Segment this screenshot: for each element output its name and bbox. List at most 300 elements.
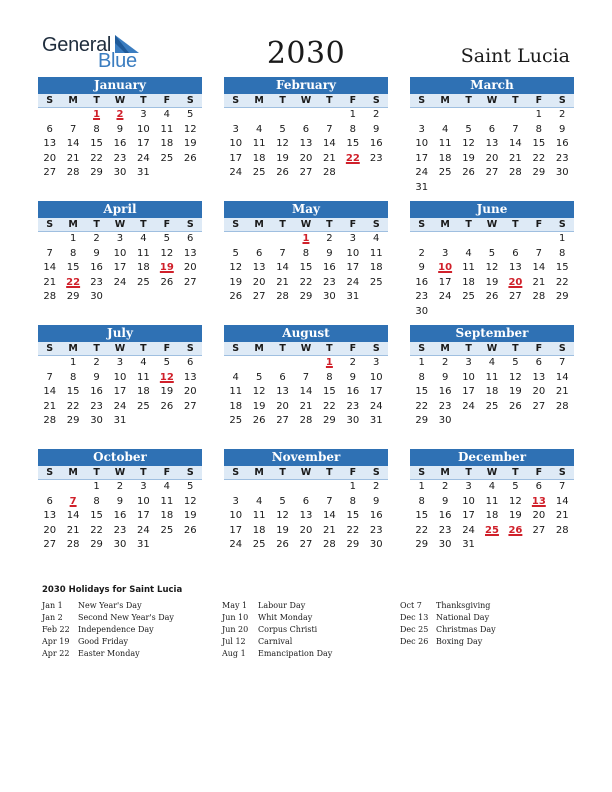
day-cell: 3 bbox=[465, 481, 472, 492]
day-cell: 12 bbox=[276, 138, 289, 149]
day-cell: 24 bbox=[229, 167, 243, 178]
day-cell: 9 bbox=[441, 371, 449, 383]
weekday-label: F bbox=[535, 467, 543, 478]
day-cell: 9 bbox=[373, 495, 380, 507]
holiday-name: Labour Day bbox=[258, 601, 306, 610]
day-cell: 28 bbox=[299, 415, 313, 426]
day-cell: 31 bbox=[113, 415, 127, 426]
day-cell: 26 bbox=[509, 400, 522, 412]
day-cell: 17 bbox=[415, 152, 429, 164]
day-cell: 31 bbox=[137, 167, 150, 178]
holiday-day: 22 bbox=[66, 276, 81, 288]
day-cell: 5 bbox=[163, 233, 170, 244]
day-cell: 23 bbox=[346, 400, 360, 412]
day-cell: 4 bbox=[140, 357, 147, 368]
empty-cell bbox=[504, 232, 527, 247]
weekday-label: S bbox=[558, 95, 566, 106]
day-cell: 9 bbox=[326, 247, 333, 259]
day-cell: 9 bbox=[93, 371, 100, 383]
day-cell: 7 bbox=[46, 371, 53, 383]
day-cell: 11 bbox=[369, 247, 383, 259]
weekday-label: T bbox=[279, 219, 286, 230]
day-cell: 30 bbox=[415, 305, 429, 317]
day-cell: 8 bbox=[535, 123, 542, 135]
day-cell: 14 bbox=[555, 495, 569, 507]
day-cell: 5 bbox=[187, 109, 194, 120]
empty-cell bbox=[271, 108, 294, 123]
day-cell: 19 bbox=[229, 276, 243, 288]
month-title: April bbox=[38, 201, 202, 218]
day-cell: 5 bbox=[187, 481, 194, 492]
month-title: June bbox=[410, 201, 574, 218]
day-cell: 10 bbox=[229, 510, 243, 521]
holiday-row bbox=[42, 648, 174, 660]
empty-cell bbox=[480, 232, 503, 247]
day-cell: 14 bbox=[532, 262, 546, 273]
day-cell: 21 bbox=[66, 524, 80, 536]
day-cell: 10 bbox=[462, 495, 475, 507]
empty-cell bbox=[294, 480, 317, 495]
day-cell: 31 bbox=[346, 291, 360, 302]
empty-cell bbox=[410, 232, 433, 247]
month-title: October bbox=[38, 449, 202, 466]
month-december bbox=[410, 449, 574, 553]
day-cell: 29 bbox=[66, 291, 80, 302]
holiday-row bbox=[222, 636, 332, 648]
day-cell: 8 bbox=[326, 371, 333, 383]
month-may bbox=[224, 201, 388, 305]
holiday-row bbox=[222, 648, 332, 660]
holiday-name: Good Friday bbox=[78, 637, 129, 646]
day-grid bbox=[410, 232, 574, 319]
weekday-header bbox=[224, 466, 388, 480]
weekday-label: F bbox=[163, 343, 171, 354]
empty-cell bbox=[38, 480, 61, 495]
weekday-label: S bbox=[186, 219, 194, 230]
day-cell: 15 bbox=[66, 386, 80, 397]
day-cell: 16 bbox=[346, 386, 360, 397]
weekday-label: F bbox=[349, 219, 357, 230]
day-cell: 19 bbox=[485, 276, 499, 288]
day-cell: 14 bbox=[43, 262, 57, 273]
weekday-label: M bbox=[254, 219, 264, 230]
day-cell: 1 bbox=[559, 233, 566, 244]
day-cell: 30 bbox=[438, 539, 452, 550]
day-cell: 24 bbox=[415, 167, 429, 178]
weekday-header bbox=[410, 94, 574, 108]
weekday-header bbox=[410, 342, 574, 356]
day-cell: 18 bbox=[485, 386, 499, 397]
day-cell: 16 bbox=[415, 276, 429, 288]
day-cell: 19 bbox=[183, 510, 197, 521]
day-cell: 25 bbox=[137, 400, 150, 412]
holiday-day: 13 bbox=[531, 495, 546, 507]
day-grid bbox=[38, 232, 202, 305]
day-cell: 13 bbox=[252, 262, 266, 273]
month-title: September bbox=[410, 325, 574, 342]
holiday-day: 19 bbox=[159, 262, 174, 273]
month-march bbox=[410, 77, 574, 195]
weekday-label: M bbox=[254, 467, 264, 478]
weekday-label: S bbox=[418, 467, 426, 478]
day-cell: 20 bbox=[252, 276, 266, 288]
empty-cell bbox=[318, 480, 341, 495]
weekday-label: W bbox=[300, 467, 312, 478]
day-cell: 14 bbox=[555, 371, 569, 383]
day-cell: 1 bbox=[418, 481, 425, 492]
logo-word-general: General bbox=[42, 34, 112, 56]
day-cell: 9 bbox=[93, 247, 100, 259]
holiday-column bbox=[222, 600, 332, 660]
day-cell: 14 bbox=[323, 138, 336, 149]
empty-cell bbox=[38, 356, 61, 371]
weekday-label: F bbox=[535, 219, 543, 230]
weekday-label: S bbox=[186, 467, 194, 478]
day-cell: 4 bbox=[163, 109, 170, 120]
holiday-date: Jul 12 bbox=[222, 637, 246, 646]
holiday-row bbox=[42, 624, 174, 636]
day-cell: 2 bbox=[93, 357, 100, 368]
holiday-name: Thanksgiving bbox=[436, 601, 491, 610]
day-cell: 26 bbox=[160, 276, 174, 288]
day-cell: 10 bbox=[137, 495, 150, 507]
holiday-date: Feb 22 bbox=[42, 625, 70, 634]
weekday-header bbox=[224, 218, 388, 232]
weekday-header bbox=[224, 94, 388, 108]
day-cell: 13 bbox=[183, 371, 197, 383]
day-cell: 12 bbox=[252, 386, 266, 397]
holiday-date: Dec 25 bbox=[400, 625, 429, 634]
empty-cell bbox=[504, 108, 527, 123]
empty-cell bbox=[247, 480, 270, 495]
day-cell: 4 bbox=[140, 233, 147, 244]
day-cell: 10 bbox=[415, 138, 429, 149]
weekday-label: S bbox=[46, 219, 54, 230]
empty-cell bbox=[61, 480, 84, 495]
month-title: December bbox=[410, 449, 574, 466]
holiday-date: Jan 1 bbox=[42, 601, 63, 610]
day-cell: 13 bbox=[276, 386, 289, 397]
day-cell: 28 bbox=[555, 524, 569, 536]
day-cell: 29 bbox=[299, 291, 313, 302]
weekday-label: F bbox=[349, 95, 357, 106]
day-cell: 3 bbox=[232, 123, 239, 135]
holiday-date: Dec 26 bbox=[400, 637, 429, 646]
day-cell: 21 bbox=[532, 276, 546, 288]
day-cell: 11 bbox=[137, 247, 150, 259]
day-cell: 15 bbox=[323, 386, 336, 397]
day-cell: 31 bbox=[462, 539, 475, 550]
day-cell: 13 bbox=[43, 510, 57, 521]
empty-cell bbox=[224, 108, 247, 123]
day-cell: 19 bbox=[183, 138, 197, 149]
day-cell: 29 bbox=[532, 167, 546, 178]
day-cell: 6 bbox=[488, 123, 496, 135]
holiday-column bbox=[42, 600, 174, 660]
day-cell: 2 bbox=[418, 247, 425, 259]
day-cell: 16 bbox=[369, 138, 383, 149]
day-cell: 29 bbox=[323, 415, 336, 426]
day-cell: 24 bbox=[229, 539, 243, 550]
day-cell: 5 bbox=[163, 357, 170, 368]
weekday-label: S bbox=[372, 343, 380, 354]
day-cell: 24 bbox=[438, 291, 452, 302]
month-july bbox=[38, 325, 202, 429]
day-cell: 13 bbox=[532, 371, 546, 383]
weekday-label: S bbox=[232, 467, 240, 478]
day-cell: 3 bbox=[418, 123, 425, 135]
day-cell: 17 bbox=[438, 276, 452, 288]
day-cell: 12 bbox=[509, 371, 522, 383]
day-cell: 28 bbox=[555, 400, 569, 412]
weekday-label: M bbox=[440, 219, 450, 230]
day-cell: 26 bbox=[252, 415, 266, 426]
day-cell: 8 bbox=[93, 495, 100, 507]
day-cell: 30 bbox=[323, 291, 336, 302]
holiday-date: Apr 19 bbox=[42, 637, 70, 646]
day-cell: 10 bbox=[113, 371, 127, 383]
weekday-label: T bbox=[326, 343, 333, 354]
day-cell: 24 bbox=[137, 524, 150, 536]
month-title: November bbox=[224, 449, 388, 466]
day-cell: 23 bbox=[438, 524, 452, 536]
day-cell: 20 bbox=[299, 152, 313, 164]
day-cell: 4 bbox=[373, 233, 380, 244]
day-cell: 29 bbox=[415, 539, 429, 550]
day-cell: 23 bbox=[323, 276, 336, 288]
day-cell: 21 bbox=[299, 400, 313, 412]
empty-cell bbox=[224, 480, 247, 495]
day-cell: 20 bbox=[43, 152, 57, 164]
weekday-label: M bbox=[440, 467, 450, 478]
day-cell: 17 bbox=[137, 510, 150, 521]
weekday-label: M bbox=[254, 343, 264, 354]
day-cell: 14 bbox=[43, 386, 57, 397]
holiday-row bbox=[42, 612, 174, 624]
day-cell: 10 bbox=[229, 138, 243, 149]
weekday-label: T bbox=[512, 343, 519, 354]
empty-cell bbox=[271, 356, 294, 371]
holiday-date: Jan 2 bbox=[42, 613, 63, 622]
day-cell: 12 bbox=[160, 247, 174, 259]
holiday-day: 25 bbox=[485, 524, 499, 536]
day-cell: 2 bbox=[349, 357, 356, 368]
day-cell: 24 bbox=[369, 400, 383, 412]
weekday-label: S bbox=[46, 343, 54, 354]
day-cell: 22 bbox=[555, 276, 569, 288]
weekday-label: T bbox=[326, 95, 333, 106]
day-cell: 16 bbox=[113, 138, 127, 149]
day-cell: 15 bbox=[90, 138, 103, 149]
weekday-label: S bbox=[46, 467, 54, 478]
day-cell: 2 bbox=[373, 481, 380, 492]
day-grid bbox=[38, 356, 202, 429]
day-cell: 3 bbox=[116, 233, 124, 244]
day-cell: 7 bbox=[46, 247, 53, 259]
day-cell: 16 bbox=[90, 386, 103, 397]
day-cell: 26 bbox=[183, 524, 197, 536]
weekday-label: T bbox=[512, 467, 519, 478]
holiday-day: 2 bbox=[116, 109, 124, 120]
day-cell: 5 bbox=[279, 495, 286, 507]
day-cell: 25 bbox=[160, 524, 174, 536]
day-cell: 17 bbox=[229, 152, 243, 164]
day-cell: 25 bbox=[462, 291, 475, 302]
day-cell: 24 bbox=[462, 400, 475, 412]
holiday-day: 1 bbox=[302, 233, 310, 244]
day-cell: 14 bbox=[66, 138, 80, 149]
day-cell: 20 bbox=[299, 524, 313, 536]
day-cell: 4 bbox=[255, 123, 263, 135]
weekday-label: M bbox=[254, 95, 264, 106]
day-cell: 6 bbox=[46, 123, 53, 135]
day-cell: 26 bbox=[276, 539, 289, 550]
day-cell: 1 bbox=[69, 357, 77, 368]
weekday-label: S bbox=[558, 343, 566, 354]
day-cell: 4 bbox=[163, 481, 170, 492]
day-cell: 22 bbox=[90, 524, 103, 536]
day-cell: 25 bbox=[252, 539, 266, 550]
day-grid bbox=[224, 108, 388, 181]
weekday-header bbox=[410, 466, 574, 480]
day-cell: 21 bbox=[323, 152, 336, 164]
month-title: July bbox=[38, 325, 202, 342]
day-cell: 11 bbox=[160, 495, 174, 507]
day-cell: 18 bbox=[229, 400, 243, 412]
day-cell: 1 bbox=[93, 481, 100, 492]
day-cell: 3 bbox=[232, 495, 239, 507]
day-cell: 25 bbox=[369, 276, 383, 288]
day-cell: 16 bbox=[438, 386, 452, 397]
day-cell: 24 bbox=[462, 524, 475, 536]
day-cell: 27 bbox=[43, 539, 57, 550]
day-cell: 5 bbox=[232, 247, 239, 259]
day-cell: 11 bbox=[229, 386, 243, 397]
weekday-label: S bbox=[558, 467, 566, 478]
day-cell: 10 bbox=[137, 123, 150, 135]
empty-cell bbox=[224, 232, 247, 247]
day-cell: 15 bbox=[346, 510, 360, 521]
day-cell: 10 bbox=[113, 247, 127, 259]
day-cell: 22 bbox=[532, 152, 546, 164]
day-cell: 12 bbox=[276, 510, 289, 521]
holiday-day: 12 bbox=[159, 371, 174, 383]
weekday-label: T bbox=[140, 343, 147, 354]
day-cell: 23 bbox=[415, 291, 429, 302]
day-cell: 7 bbox=[326, 495, 333, 507]
weekday-label: W bbox=[300, 95, 312, 106]
day-cell: 14 bbox=[509, 138, 522, 149]
day-cell: 2 bbox=[116, 481, 124, 492]
day-cell: 1 bbox=[69, 233, 77, 244]
day-cell: 27 bbox=[252, 291, 266, 302]
day-cell: 25 bbox=[438, 167, 452, 178]
weekday-label: S bbox=[232, 219, 240, 230]
month-october bbox=[38, 449, 202, 553]
country-name: Saint Lucia bbox=[460, 45, 570, 67]
day-cell: 21 bbox=[555, 386, 569, 397]
day-cell: 12 bbox=[229, 262, 243, 273]
empty-cell bbox=[318, 108, 341, 123]
weekday-label: W bbox=[486, 95, 498, 106]
day-cell: 23 bbox=[113, 524, 127, 536]
holiday-date: Oct 7 bbox=[400, 601, 422, 610]
day-cell: 30 bbox=[438, 415, 452, 426]
holiday-day: 1 bbox=[93, 109, 101, 120]
empty-cell bbox=[294, 356, 317, 371]
day-cell: 18 bbox=[485, 510, 499, 521]
day-cell: 9 bbox=[116, 123, 124, 135]
day-cell: 28 bbox=[66, 539, 80, 550]
day-cell: 3 bbox=[349, 233, 356, 244]
day-cell: 23 bbox=[555, 152, 569, 164]
day-cell: 31 bbox=[369, 415, 383, 426]
day-cell: 26 bbox=[160, 400, 174, 412]
day-cell: 21 bbox=[509, 152, 522, 164]
day-cell: 18 bbox=[137, 386, 150, 397]
day-cell: 8 bbox=[69, 247, 77, 259]
day-cell: 24 bbox=[137, 152, 150, 164]
day-cell: 27 bbox=[299, 539, 313, 550]
empty-cell bbox=[38, 232, 61, 247]
day-cell: 20 bbox=[532, 386, 546, 397]
day-cell: 6 bbox=[302, 123, 310, 135]
day-cell: 13 bbox=[485, 138, 499, 149]
weekday-label: S bbox=[418, 343, 426, 354]
day-cell: 4 bbox=[441, 123, 449, 135]
weekday-label: T bbox=[140, 467, 147, 478]
day-cell: 6 bbox=[512, 247, 519, 259]
day-cell: 13 bbox=[43, 138, 57, 149]
day-cell: 5 bbox=[279, 123, 286, 135]
day-cell: 24 bbox=[346, 276, 360, 288]
day-cell: 21 bbox=[43, 276, 57, 288]
weekday-label: T bbox=[279, 467, 286, 478]
day-cell: 5 bbox=[512, 481, 519, 492]
holiday-name: New Year's Day bbox=[78, 601, 142, 610]
weekday-label: T bbox=[279, 95, 286, 106]
day-cell: 6 bbox=[46, 495, 53, 507]
day-cell: 20 bbox=[43, 524, 57, 536]
day-cell: 21 bbox=[66, 152, 80, 164]
day-cell: 6 bbox=[302, 495, 310, 507]
day-cell: 2 bbox=[326, 233, 333, 244]
day-cell: 16 bbox=[90, 262, 103, 273]
holiday-name: Emancipation Day bbox=[258, 649, 333, 658]
weekday-header bbox=[38, 218, 202, 232]
day-cell: 18 bbox=[438, 152, 452, 164]
day-cell: 11 bbox=[485, 371, 499, 383]
day-cell: 13 bbox=[299, 138, 313, 149]
month-title: March bbox=[410, 77, 574, 94]
day-cell: 25 bbox=[485, 400, 499, 412]
month-title: February bbox=[224, 77, 388, 94]
day-cell: 5 bbox=[255, 371, 263, 383]
day-cell: 13 bbox=[183, 247, 197, 259]
day-cell: 7 bbox=[559, 357, 566, 368]
empty-cell bbox=[410, 108, 433, 123]
day-cell: 7 bbox=[512, 123, 519, 135]
day-cell: 24 bbox=[113, 400, 127, 412]
empty-cell bbox=[38, 108, 61, 123]
day-cell: 19 bbox=[509, 386, 522, 397]
day-cell: 3 bbox=[140, 109, 147, 120]
day-grid bbox=[224, 232, 388, 305]
day-cell: 26 bbox=[276, 167, 289, 178]
holiday-row bbox=[400, 636, 496, 648]
day-cell: 1 bbox=[535, 109, 542, 120]
day-cell: 4 bbox=[232, 371, 239, 383]
